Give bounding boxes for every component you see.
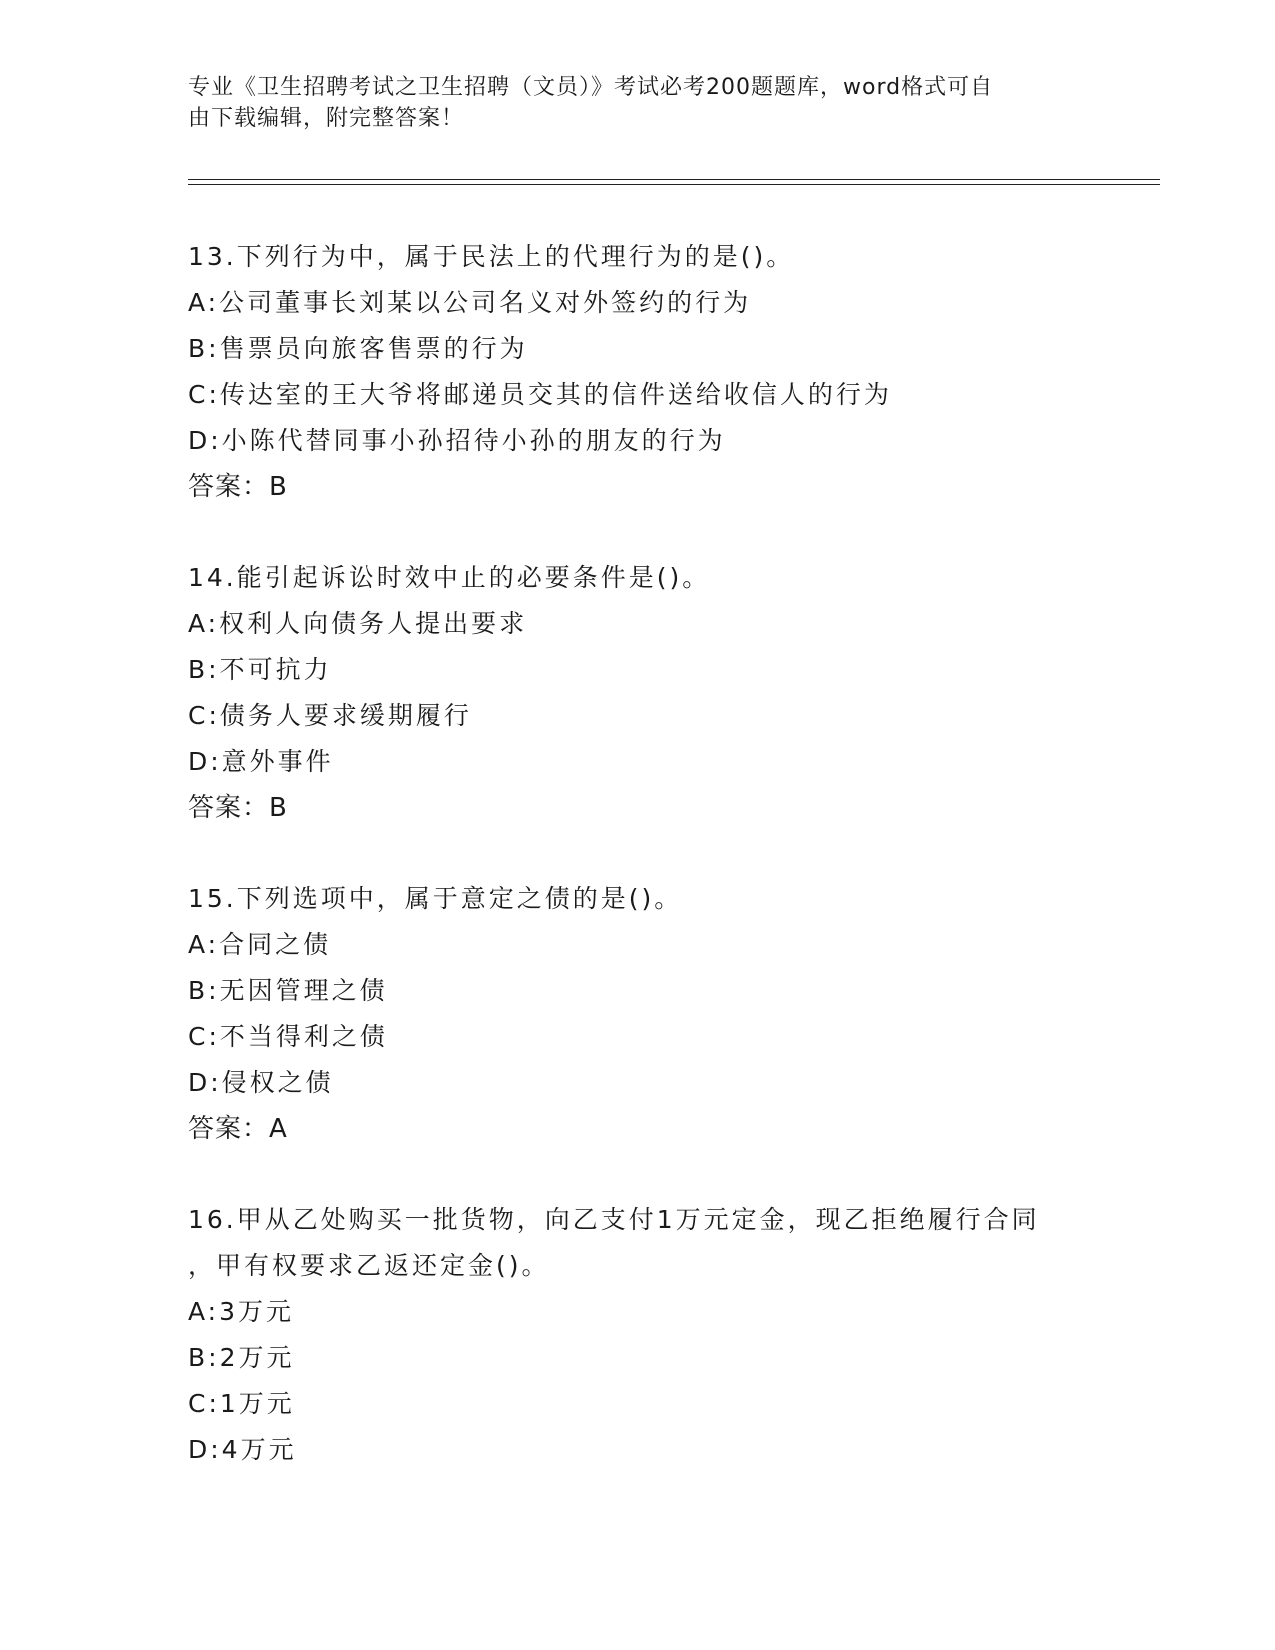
question-stem-line-2: ，甲有权要求乙返还定金()。	[188, 1251, 550, 1280]
question-stem: 13.下列行为中，属于民法上的代理行为的是()。	[188, 242, 795, 271]
option-d: D:4万元	[188, 1435, 297, 1464]
question-stem: 14.能引起诉讼时效中止的必要条件是()。	[188, 563, 711, 592]
option-a: A:合同之债	[188, 930, 332, 959]
option-c: C:债务人要求缓期履行	[188, 701, 472, 730]
option-d: D:小陈代替同事小孙招待小孙的朋友的行为	[188, 426, 726, 455]
option-a: A:公司董事长刘某以公司名义对外签约的行为	[188, 288, 752, 317]
question-15	[188, 876, 1148, 1152]
question-16	[188, 1197, 1148, 1473]
header-line-1: 专业《卫生招聘考试之卫生招聘（文员）》考试必考200题题库，word格式可自	[188, 75, 994, 100]
option-a: A:权利人向债务人提出要求	[188, 609, 528, 638]
option-d: D:侵权之债	[188, 1068, 334, 1097]
question-stem: 15.下列选项中，属于意定之债的是()。	[188, 884, 683, 913]
question-13	[188, 234, 1148, 510]
option-c: C:传达室的王大爷将邮递员交其的信件送给收信人的行为	[188, 380, 892, 409]
document-header	[188, 72, 1088, 134]
option-d: D:意外事件	[188, 747, 334, 776]
option-b: B:2万元	[188, 1343, 295, 1372]
header-divider-bottom	[188, 184, 1160, 185]
option-a: A:3万元	[188, 1297, 294, 1326]
question-14	[188, 555, 1148, 831]
header-line-2: 由下载编辑，附完整答案！	[188, 106, 465, 131]
option-b: B:售票员向旅客售票的行为	[188, 334, 528, 363]
answer-line: 答案：A	[188, 1114, 288, 1144]
question-stem-line-1: 16.甲从乙处购买一批货物，向乙支付1万元定金，现乙拒绝履行合同	[188, 1205, 1040, 1234]
option-c: C:1万元	[188, 1389, 295, 1418]
option-b: B:无因管理之债	[188, 976, 388, 1005]
answer-line: 答案：B	[188, 472, 288, 502]
option-c: C:不当得利之债	[188, 1022, 388, 1051]
answer-line: 答案：B	[188, 793, 288, 823]
header-divider-top	[188, 179, 1160, 180]
option-b: B:不可抗力	[188, 655, 332, 684]
